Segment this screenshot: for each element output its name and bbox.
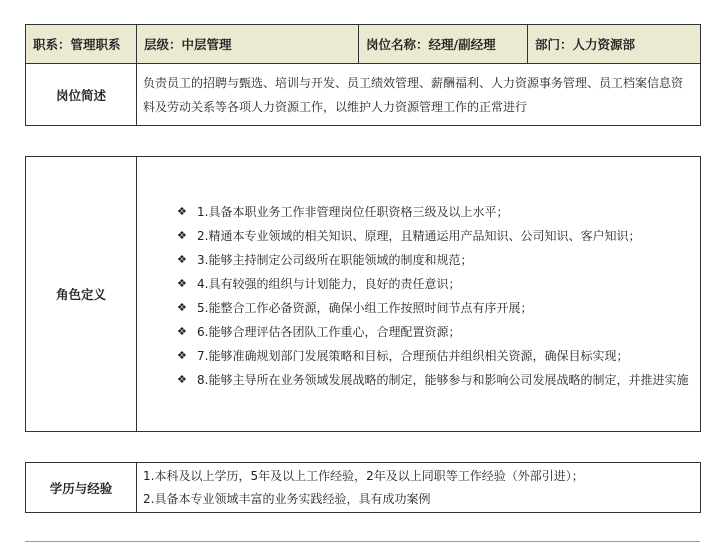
education-line: 2.具备本专业领域丰富的业务实践经验，具有成功案例 (143, 491, 431, 506)
diamond-bullet-icon: ❖ (177, 349, 187, 362)
role-definition-table (25, 156, 701, 432)
position-name: 岗位名称：经理/副经理 (359, 25, 528, 64)
education-label: 学历与经验 (26, 463, 137, 513)
duty-item: ❖ 6.能够合理评估各团队工作重心，合理配置资源； (143, 320, 694, 344)
diamond-bullet-icon: ❖ (177, 325, 187, 338)
diamond-bullet-icon: ❖ (177, 301, 187, 314)
diamond-bullet-icon: ❖ (177, 373, 187, 386)
duty-item: ❖ 4.具有较强的组织与计划能力，良好的责任意识； (143, 272, 694, 296)
duty-item: ❖ 7.能够准确规划部门发展策略和目标，合理预估并组织相关资源，确保目标实现； (143, 344, 694, 368)
education-experience-table (25, 462, 701, 513)
diamond-bullet-icon: ❖ (177, 277, 187, 290)
job-header-table (25, 24, 701, 126)
job-series: 职系：管理职系 (26, 25, 137, 64)
summary-label: 岗位简述 (26, 64, 137, 126)
duty-item: ❖ 5.能整合工作必备资源，确保小组工作按照时间节点有序开展； (143, 296, 694, 320)
education-line: 1.本科及以上学历，5年及以上工作经验，2年及以上同职等工作经验（外部引进）； (143, 468, 584, 483)
duty-item: ❖ 8.能够主导所在业务领域发展战略的制定，能够参与和影响公司发展战略的制定，并推进实施 (143, 368, 694, 392)
department: 部门：人力资源部 (528, 25, 701, 64)
job-level: 层级：中层管理 (137, 25, 359, 64)
diamond-bullet-icon: ❖ (177, 205, 187, 218)
summary-text: 负责员工的招聘与甄选、培训与开发、员工绩效管理、薪酬福利、人力资源事务管理、员工档案信息资料及劳动关系等各项人力资源工作，以维护人力资源管理工作的正常进行 (137, 64, 701, 126)
duty-item: ❖ 1.具备本职业务工作非管理岗位任职资格三级及以上水平； (143, 200, 694, 224)
role-duties (137, 157, 701, 432)
diamond-bullet-icon: ❖ (177, 253, 187, 266)
bottom-divider (25, 541, 700, 542)
duty-item: ❖ 2.精通本专业领域的相关知识、原理，且精通运用产品知识、公司知识、客户知识； (143, 224, 694, 248)
role-label: 角色定义 (26, 157, 137, 432)
education-requirements (137, 463, 701, 513)
duty-item: ❖ 3.能够主持制定公司级所在职能领域的制度和规范； (143, 248, 694, 272)
diamond-bullet-icon: ❖ (177, 229, 187, 242)
